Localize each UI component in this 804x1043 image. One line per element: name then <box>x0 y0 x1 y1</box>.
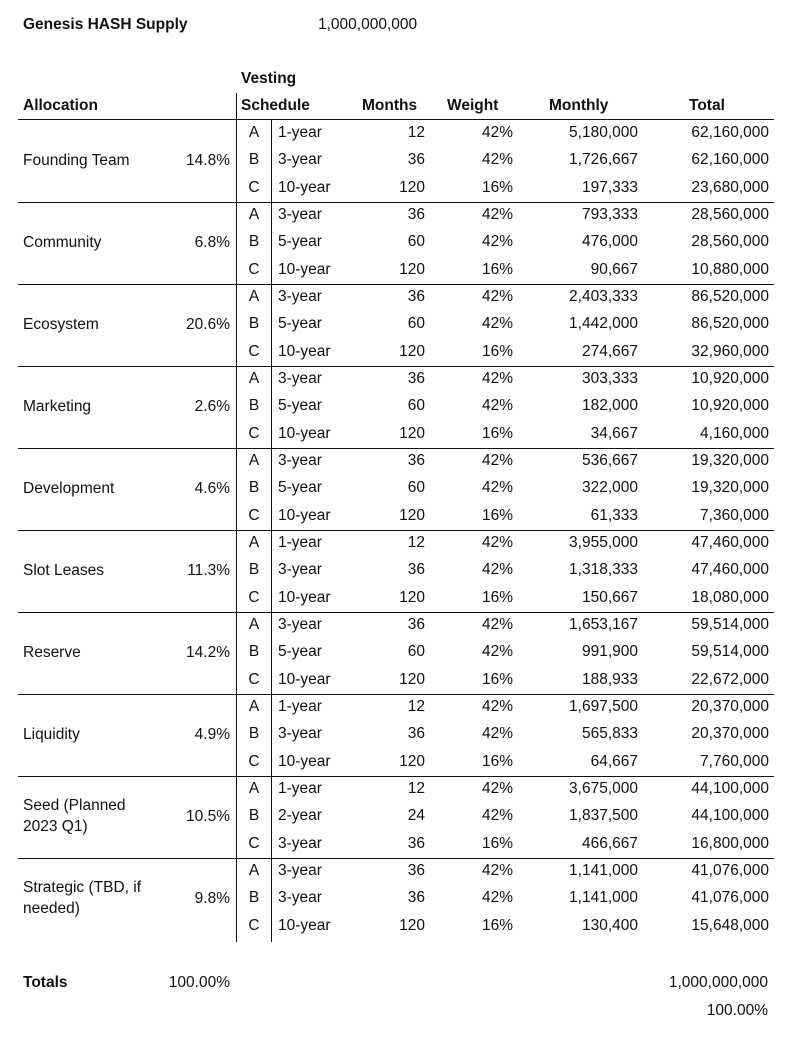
table-row <box>0 885 804 912</box>
table-row <box>0 229 804 256</box>
allocation-percent: 9.8% <box>194 890 230 907</box>
allocation-percent: 14.8% <box>186 152 230 169</box>
schedule-code: A <box>248 370 260 387</box>
table-row <box>0 339 804 366</box>
allocation-name-text: Slot Leases <box>23 561 104 579</box>
schedule-code: A <box>248 780 260 797</box>
total-value: 47,460,000 <box>691 561 769 579</box>
months-value: 36 <box>407 370 425 387</box>
table-row <box>0 202 804 229</box>
allocation-group <box>0 366 804 448</box>
total-value: 62,160,000 <box>691 124 769 141</box>
supply-value: 1,000,000,000 <box>318 16 418 33</box>
months-value: 60 <box>407 479 425 497</box>
monthly-value: 565,833 <box>581 725 638 743</box>
allocation-name-text: Liquidity <box>23 725 80 743</box>
schedule-code: A <box>248 698 260 715</box>
total-value: 62,160,000 <box>691 151 769 169</box>
monthly-value: 197,333 <box>581 178 638 196</box>
total-value: 28,560,000 <box>691 233 769 251</box>
table-row <box>0 612 804 639</box>
supply-label: Genesis HASH Supply <box>23 16 188 33</box>
weight-value: 16% <box>481 342 513 360</box>
weight-value: 16% <box>481 752 513 770</box>
table-row <box>0 393 804 420</box>
total-value: 59,514,000 <box>691 616 769 633</box>
months-value: 60 <box>407 315 425 333</box>
totals-total: 1,000,000,000 <box>668 974 768 991</box>
schedule-name: 3-year <box>278 889 322 907</box>
table-row <box>0 311 804 338</box>
monthly-value: 1,141,000 <box>569 889 638 907</box>
schedule-name: 10-year <box>278 588 331 606</box>
table-row <box>0 803 804 830</box>
months-value: 120 <box>399 916 425 934</box>
months-value: 120 <box>399 506 425 524</box>
header-total: Total <box>689 97 725 114</box>
schedule-code: A <box>248 206 260 223</box>
months-value: 36 <box>407 206 425 223</box>
schedule-code: A <box>248 124 260 141</box>
monthly-value: 1,697,500 <box>569 698 638 715</box>
weight-value: 42% <box>481 124 513 141</box>
allocation-percent: 10.5% <box>186 808 230 825</box>
schedule-code: A <box>248 862 260 879</box>
total-value: 86,520,000 <box>691 288 769 305</box>
allocation-percent: 14.2% <box>186 644 230 661</box>
monthly-value: 1,442,000 <box>569 315 638 333</box>
months-value: 120 <box>399 342 425 360</box>
table-row <box>0 175 804 202</box>
schedule-name: 5-year <box>278 479 322 497</box>
schedule-code: C <box>248 260 260 278</box>
weight-value: 42% <box>481 725 513 743</box>
months-value: 36 <box>407 288 425 305</box>
monthly-value: 64,667 <box>590 752 638 770</box>
schedule-code: A <box>248 534 260 551</box>
total-value: 20,370,000 <box>691 725 769 743</box>
weight-value: 42% <box>481 780 513 797</box>
schedule-name: 5-year <box>278 233 322 251</box>
table-row <box>0 557 804 584</box>
weight-value: 42% <box>481 807 513 825</box>
allocation-percent: 2.6% <box>194 398 230 415</box>
months-value: 36 <box>407 452 425 469</box>
total-value: 59,514,000 <box>691 643 769 661</box>
weight-value: 42% <box>481 315 513 333</box>
header-months: Months <box>362 97 418 114</box>
weight-value: 42% <box>481 643 513 661</box>
totals-total-percent: 100.00% <box>706 1002 768 1019</box>
weight-value: 16% <box>481 178 513 196</box>
monthly-value: 3,675,000 <box>569 780 638 797</box>
schedule-name: 10-year <box>278 506 331 524</box>
allocation-percent: 20.6% <box>186 316 230 333</box>
months-value: 36 <box>407 725 425 743</box>
total-value: 16,800,000 <box>691 834 769 852</box>
schedule-name: 3-year <box>278 616 322 633</box>
schedule-code: B <box>248 889 260 907</box>
monthly-value: 466,667 <box>581 834 638 852</box>
months-value: 36 <box>407 889 425 907</box>
total-value: 41,076,000 <box>691 889 769 907</box>
allocation-name-text: Marketing <box>23 397 92 415</box>
total-value: 22,672,000 <box>691 670 769 688</box>
total-value: 23,680,000 <box>691 178 769 196</box>
table-row <box>0 448 804 475</box>
total-value: 19,320,000 <box>691 452 769 469</box>
months-value: 36 <box>407 862 425 879</box>
weight-value: 42% <box>481 288 513 305</box>
table-row <box>0 585 804 612</box>
schedule-code: C <box>248 752 260 770</box>
monthly-value: 61,333 <box>590 506 638 524</box>
schedule-name: 10-year <box>278 260 331 278</box>
weight-value: 16% <box>481 260 513 278</box>
months-value: 120 <box>399 670 425 688</box>
total-value: 4,160,000 <box>700 424 769 442</box>
weight-value: 42% <box>481 889 513 907</box>
allocation-name-text: Reserve <box>23 643 81 661</box>
total-value: 7,760,000 <box>700 752 769 770</box>
monthly-value: 303,333 <box>581 370 638 387</box>
monthly-value: 991,900 <box>581 643 638 661</box>
months-value: 120 <box>399 260 425 278</box>
months-value: 120 <box>399 752 425 770</box>
monthly-value: 793,333 <box>581 206 638 223</box>
total-value: 41,076,000 <box>691 862 769 879</box>
weight-value: 42% <box>481 370 513 387</box>
table-row <box>0 721 804 748</box>
monthly-value: 2,403,333 <box>569 288 638 305</box>
schedule-code: B <box>248 151 260 169</box>
allocation-percent: 4.9% <box>194 726 230 743</box>
allocation-name-text: Community <box>23 233 102 251</box>
monthly-value: 1,318,333 <box>569 561 638 579</box>
total-value: 44,100,000 <box>691 807 769 825</box>
table-row <box>0 667 804 694</box>
allocation-table <box>0 120 804 940</box>
monthly-value: 34,667 <box>590 424 638 442</box>
months-value: 12 <box>407 780 425 797</box>
monthly-value: 1,726,667 <box>569 151 638 169</box>
schedule-code: A <box>248 288 260 305</box>
total-value: 7,360,000 <box>700 506 769 524</box>
monthly-value: 476,000 <box>581 233 638 251</box>
schedule-code: C <box>248 916 260 934</box>
schedule-code: B <box>248 643 260 661</box>
allocation-group <box>0 448 804 530</box>
allocation-percent: 11.3% <box>187 562 230 579</box>
monthly-value: 150,667 <box>581 588 638 606</box>
allocation-group <box>0 858 804 940</box>
table-row <box>0 776 804 803</box>
schedule-code: C <box>248 670 260 688</box>
table-row <box>0 147 804 174</box>
schedule-name: 10-year <box>278 670 331 688</box>
schedule-code: B <box>248 561 260 579</box>
table-row <box>0 284 804 311</box>
schedule-name: 10-year <box>278 424 331 442</box>
total-value: 20,370,000 <box>691 698 769 715</box>
table-row <box>0 749 804 776</box>
total-value: 15,648,000 <box>691 916 769 934</box>
schedule-name: 3-year <box>278 151 322 169</box>
weight-value: 16% <box>481 916 513 934</box>
table-row <box>0 503 804 530</box>
allocation-group <box>0 120 804 202</box>
months-value: 12 <box>407 534 425 551</box>
schedule-name: 5-year <box>278 315 322 333</box>
allocation-group <box>0 612 804 694</box>
schedule-code: C <box>248 178 260 196</box>
total-value: 86,520,000 <box>691 315 769 333</box>
allocation-name-text: Strategic (TBD, if needed) <box>23 879 141 917</box>
schedule-name: 3-year <box>278 206 322 223</box>
schedule-code: A <box>248 452 260 469</box>
schedule-name: 10-year <box>278 752 331 770</box>
schedule-name: 5-year <box>278 397 322 415</box>
table-row <box>0 831 804 858</box>
months-value: 60 <box>407 643 425 661</box>
months-value: 120 <box>399 178 425 196</box>
schedule-name: 3-year <box>278 834 322 852</box>
months-value: 120 <box>399 424 425 442</box>
weight-value: 16% <box>481 506 513 524</box>
schedule-code: C <box>248 588 260 606</box>
monthly-value: 1,653,167 <box>569 616 638 633</box>
monthly-value: 182,000 <box>581 397 638 415</box>
schedule-code: B <box>248 725 260 743</box>
weight-value: 42% <box>481 534 513 551</box>
table-row <box>0 421 804 448</box>
schedule-code: C <box>248 342 260 360</box>
weight-value: 16% <box>481 588 513 606</box>
monthly-value: 274,667 <box>581 342 638 360</box>
months-value: 12 <box>407 698 425 715</box>
schedule-name: 5-year <box>278 643 322 661</box>
months-value: 24 <box>407 807 425 825</box>
schedule-name: 10-year <box>278 342 331 360</box>
table-row <box>0 913 804 940</box>
schedule-code: B <box>248 233 260 251</box>
months-value: 36 <box>407 561 425 579</box>
weight-value: 42% <box>481 862 513 879</box>
weight-value: 16% <box>481 424 513 442</box>
schedule-code: B <box>248 479 260 497</box>
schedule-name: 3-year <box>278 561 322 579</box>
monthly-value: 1,141,000 <box>569 862 638 879</box>
weight-value: 16% <box>481 834 513 852</box>
schedule-code: C <box>248 834 260 852</box>
weight-value: 16% <box>481 670 513 688</box>
monthly-value: 322,000 <box>581 479 638 497</box>
schedule-code: A <box>248 616 260 633</box>
table-row <box>0 475 804 502</box>
allocation-group <box>0 284 804 366</box>
schedule-name: 3-year <box>278 862 322 879</box>
schedule-name: 1-year <box>278 698 322 715</box>
totals-percent: 100.00% <box>168 974 230 991</box>
table-row <box>0 366 804 393</box>
header-vesting: Vesting <box>241 70 297 87</box>
weight-value: 42% <box>481 397 513 415</box>
table-row <box>0 694 804 721</box>
schedule-code: C <box>248 506 260 524</box>
months-value: 120 <box>399 588 425 606</box>
weight-value: 42% <box>481 561 513 579</box>
schedule-code: B <box>248 315 260 333</box>
table-row <box>0 858 804 885</box>
allocation-group <box>0 776 804 858</box>
total-value: 10,880,000 <box>691 260 769 278</box>
monthly-value: 130,400 <box>581 916 638 934</box>
schedule-name: 1-year <box>278 124 322 141</box>
monthly-value: 3,955,000 <box>569 534 638 551</box>
allocation-name-text: Seed (Planned 2023 Q1) <box>23 797 126 835</box>
totals-label: Totals <box>23 974 68 991</box>
schedule-name: 1-year <box>278 780 322 797</box>
schedule-name: 10-year <box>278 178 331 196</box>
weight-value: 42% <box>481 698 513 715</box>
allocation-group <box>0 530 804 612</box>
schedule-code: B <box>248 807 260 825</box>
total-value: 10,920,000 <box>691 370 769 387</box>
weight-value: 42% <box>481 452 513 469</box>
weight-value: 42% <box>481 479 513 497</box>
monthly-value: 1,837,500 <box>569 807 638 825</box>
months-value: 60 <box>407 233 425 251</box>
allocation-group <box>0 694 804 776</box>
allocation-name-text: Development <box>23 479 115 497</box>
months-value: 12 <box>407 124 425 141</box>
weight-value: 42% <box>481 206 513 223</box>
table-row <box>0 530 804 557</box>
total-value: 28,560,000 <box>691 206 769 223</box>
schedule-name: 1-year <box>278 534 322 551</box>
total-value: 44,100,000 <box>691 780 769 797</box>
table-row <box>0 639 804 666</box>
schedule-name: 3-year <box>278 288 322 305</box>
schedule-name: 3-year <box>278 725 322 743</box>
weight-value: 42% <box>481 151 513 169</box>
total-value: 10,920,000 <box>691 397 769 415</box>
monthly-value: 536,667 <box>581 452 638 469</box>
schedule-name: 3-year <box>278 452 322 469</box>
allocation-name-text: Founding Team <box>23 151 130 169</box>
table-row <box>0 257 804 284</box>
schedule-name: 10-year <box>278 916 331 934</box>
total-value: 19,320,000 <box>691 479 769 497</box>
allocation-group <box>0 202 804 284</box>
allocation-percent: 6.8% <box>194 234 230 251</box>
allocation-percent: 4.6% <box>194 480 230 497</box>
table-row <box>0 120 804 147</box>
weight-value: 42% <box>481 233 513 251</box>
schedule-code: C <box>248 424 260 442</box>
header-monthly: Monthly <box>549 97 609 114</box>
schedule-name: 2-year <box>278 807 322 825</box>
header-allocation: Allocation <box>23 97 98 114</box>
weight-value: 42% <box>481 616 513 633</box>
monthly-value: 90,667 <box>590 260 638 278</box>
schedule-name: 3-year <box>278 370 322 387</box>
months-value: 36 <box>407 834 425 852</box>
total-value: 32,960,000 <box>691 342 769 360</box>
header-schedule: Schedule <box>241 97 310 114</box>
months-value: 36 <box>407 616 425 633</box>
monthly-value: 188,933 <box>581 670 638 688</box>
total-value: 47,460,000 <box>691 534 769 551</box>
schedule-code: B <box>248 397 260 415</box>
allocation-name-text: Ecosystem <box>23 315 99 333</box>
monthly-value: 5,180,000 <box>569 124 638 141</box>
months-value: 36 <box>407 151 425 169</box>
total-value: 18,080,000 <box>691 588 769 606</box>
months-value: 60 <box>407 397 425 415</box>
header-weight: Weight <box>447 97 499 114</box>
